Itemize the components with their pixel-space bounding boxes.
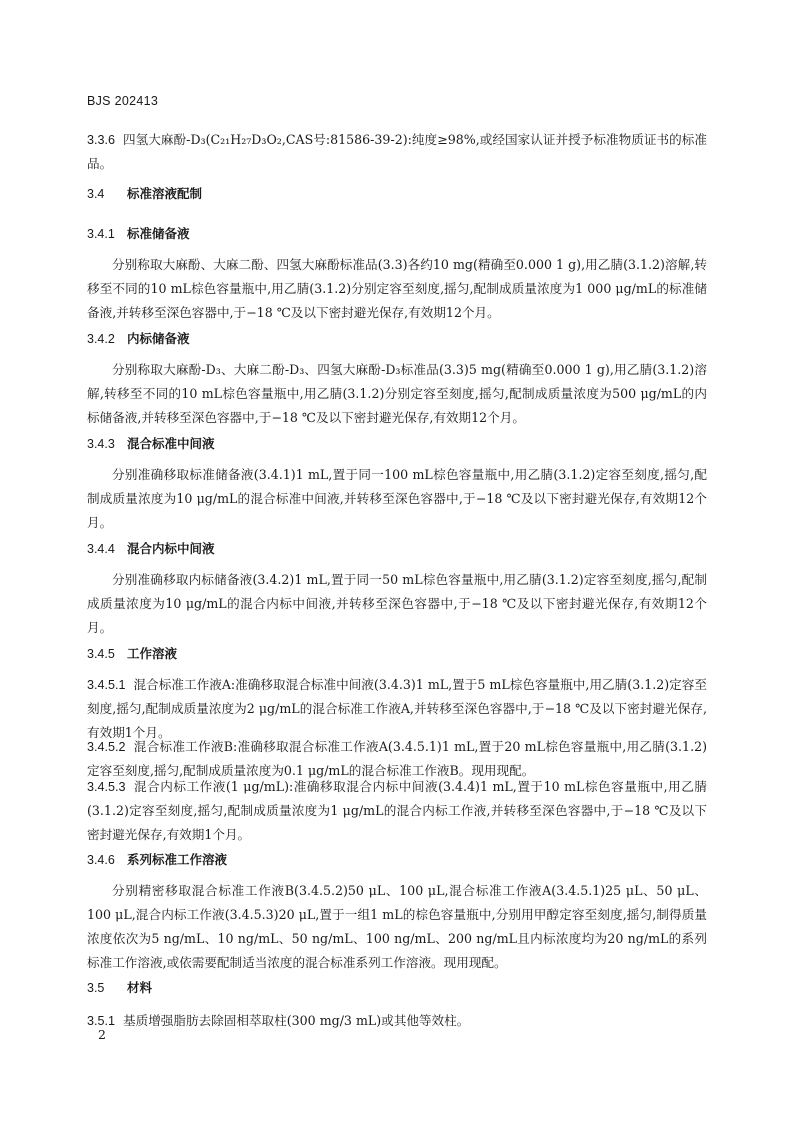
section-title: 混合标准中间液 [127, 437, 215, 451]
section-number: 3.4.3 [87, 437, 115, 451]
section-heading-3-4-4 [87, 537, 707, 561]
paragraph-3-4-1: 分别称取大麻酚、大麻二酚、四氢大麻酚标准品(3.3)各约10 mg(精确至0.000 1 g),用乙腈(3.1.2)溶解,转移至不同的10 mL棕色容量瓶中,用乙腈(3.1.2)分别定容至刻度,摇匀,配制成质量浓度为1 000 μg/mL的标准储备液,并转移至深色容器中,于−18 ℃及以下密封避光保存,有效期12个月。 [87, 257, 707, 320]
section-heading-3-4-5 [87, 642, 707, 666]
clause-text: 基质增强脂肪去除固相萃取柱(300 mg/3 mL)或其他等效柱。 [123, 1013, 470, 1028]
section-heading-3-5 [87, 976, 707, 1000]
clause-number: 3.3.6 [87, 133, 116, 147]
section-title: 系列标准工作溶液 [127, 853, 228, 867]
section-number: 3.4.5 [87, 647, 115, 661]
section-heading-3-4-2 [87, 327, 707, 351]
section-title: 混合内标中间液 [127, 542, 215, 556]
paragraph-3-4-4: 分别准确移取内标储备液(3.4.2)1 mL,置于同一50 mL棕色容量瓶中,用乙腈(3.1.2)定容至刻度,摇匀,配制成质量浓度为10 μg/mL的混合内标中间液,并转移至深色容器中,于−18 ℃及以下密封避光保存,有效期12个月。 [87, 572, 707, 635]
document-code: BJS 202413 [87, 94, 159, 108]
paragraph-3-4-3: 分别准确移取标准储备液(3.4.1)1 mL,置于同一100 mL棕色容量瓶中,用乙腈(3.1.2)定容至刻度,摇匀,配制成质量浓度为10 μg/mL的混合标准中间液,并转移至深色容器中,于−18 ℃及以下密封避光保存,有效期12个月。 [87, 467, 707, 530]
clause-text: 混合标准工作液A:准确移取混合标准中间液(3.4.3)1 mL,置于5 mL棕色容量瓶中,用乙腈(3.1.2)定容至刻度,摇匀,配制成质量浓度为2 μg/mL的混合标准工作液A,并转移至深色容器中,于−18 ℃及以下密封避光保存,有效期1个月。 [87, 677, 707, 740]
clause-text: 混合内标工作液(1 μg/mL):准确移取混合内标中间液(3.4.4)1 mL,置于10 mL棕色容量瓶中,用乙腈(3.1.2)定容至刻度,摇匀,配制成质量浓度为1 μg/mL的混合内标工作液,并转移至深色容器中,于−18 ℃及以下密封避光保存,有效期1个月。 [87, 779, 707, 842]
clause-number: 3.4.5.2 [87, 740, 126, 754]
section-number: 3.4.1 [87, 227, 115, 241]
clause-text: 混合标准工作液B:准确移取混合标准工作液A(3.4.5.1)1 mL,置于20 mL棕色容量瓶中,用乙腈(3.1.2)定容至刻度,摇匀,配制成质量浓度为0.1 μg/mL的混合标准工作液B。现用现配。 [87, 739, 707, 778]
section-title: 标准溶液配制 [127, 187, 203, 201]
clause-3-3-6 [87, 128, 707, 176]
section-heading-3-4 [87, 182, 707, 206]
section-heading-3-4-6 [87, 848, 707, 872]
section-heading-3-4-1 [87, 222, 707, 246]
page-number: 2 [98, 1027, 106, 1042]
clause-3-5-1 [87, 1009, 707, 1033]
clause-3-4-5-3 [87, 775, 707, 847]
section-number: 3.4 [87, 187, 105, 201]
section-number: 3.4.2 [87, 332, 115, 346]
clause-number: 3.4.5.3 [87, 780, 126, 794]
clause-text: 四氢大麻酚-D₃(C₂₁H₂₇D₃O₂,CAS号:81586-39-2):纯度≥98%,或经国家认证并授予标准物质证书的标准品。 [87, 132, 707, 171]
section-number: 3.4.6 [87, 853, 115, 867]
section-number: 3.4.4 [87, 542, 115, 556]
clause-number: 3.5.1 [87, 1014, 116, 1028]
paragraph-3-4-6: 分别精密移取混合标准工作液B(3.4.5.2)50 μL、100 μL,混合标准工作液A(3.4.5.1)25 μL、50 μL、100 μL,混合内标工作液(3.4.5.3)20 μL,置于一组1 mL的棕色容量瓶中,分别用甲醇定容至刻度,摇匀,制得质量浓度依次为5 ng/mL、10 ng/mL、50 ng/mL、100 ng/mL、200 ng/mL且内标浓度均为20 ng/mL的系列标准工作溶液,或依需要配制适当浓度的混合标准系列工作溶液。现用现配。 [87, 883, 707, 970]
section-heading-3-4-3 [87, 432, 707, 456]
section-title: 工作溶液 [127, 647, 178, 661]
paragraph-3-4-2: 分别称取大麻酚-D₃、大麻二酚-D₃、四氢大麻酚-D₃标准品(3.3)5 mg(精确至0.000 1 g),用乙腈(3.1.2)溶解,转移至不同的10 mL棕色容量瓶中,用乙腈(3.1.2)分别定容至刻度,摇匀,配制成质量浓度为500 μg/mL的内标储备液,并转移至深色容器中,于−18 ℃及以下密封避光保存,有效期12个月。 [87, 362, 707, 425]
section-title: 标准储备液 [127, 227, 190, 241]
section-title: 内标储备液 [127, 332, 190, 346]
section-title: 材料 [127, 981, 153, 995]
clause-number: 3.4.5.1 [87, 678, 126, 692]
section-number: 3.5 [87, 981, 105, 995]
